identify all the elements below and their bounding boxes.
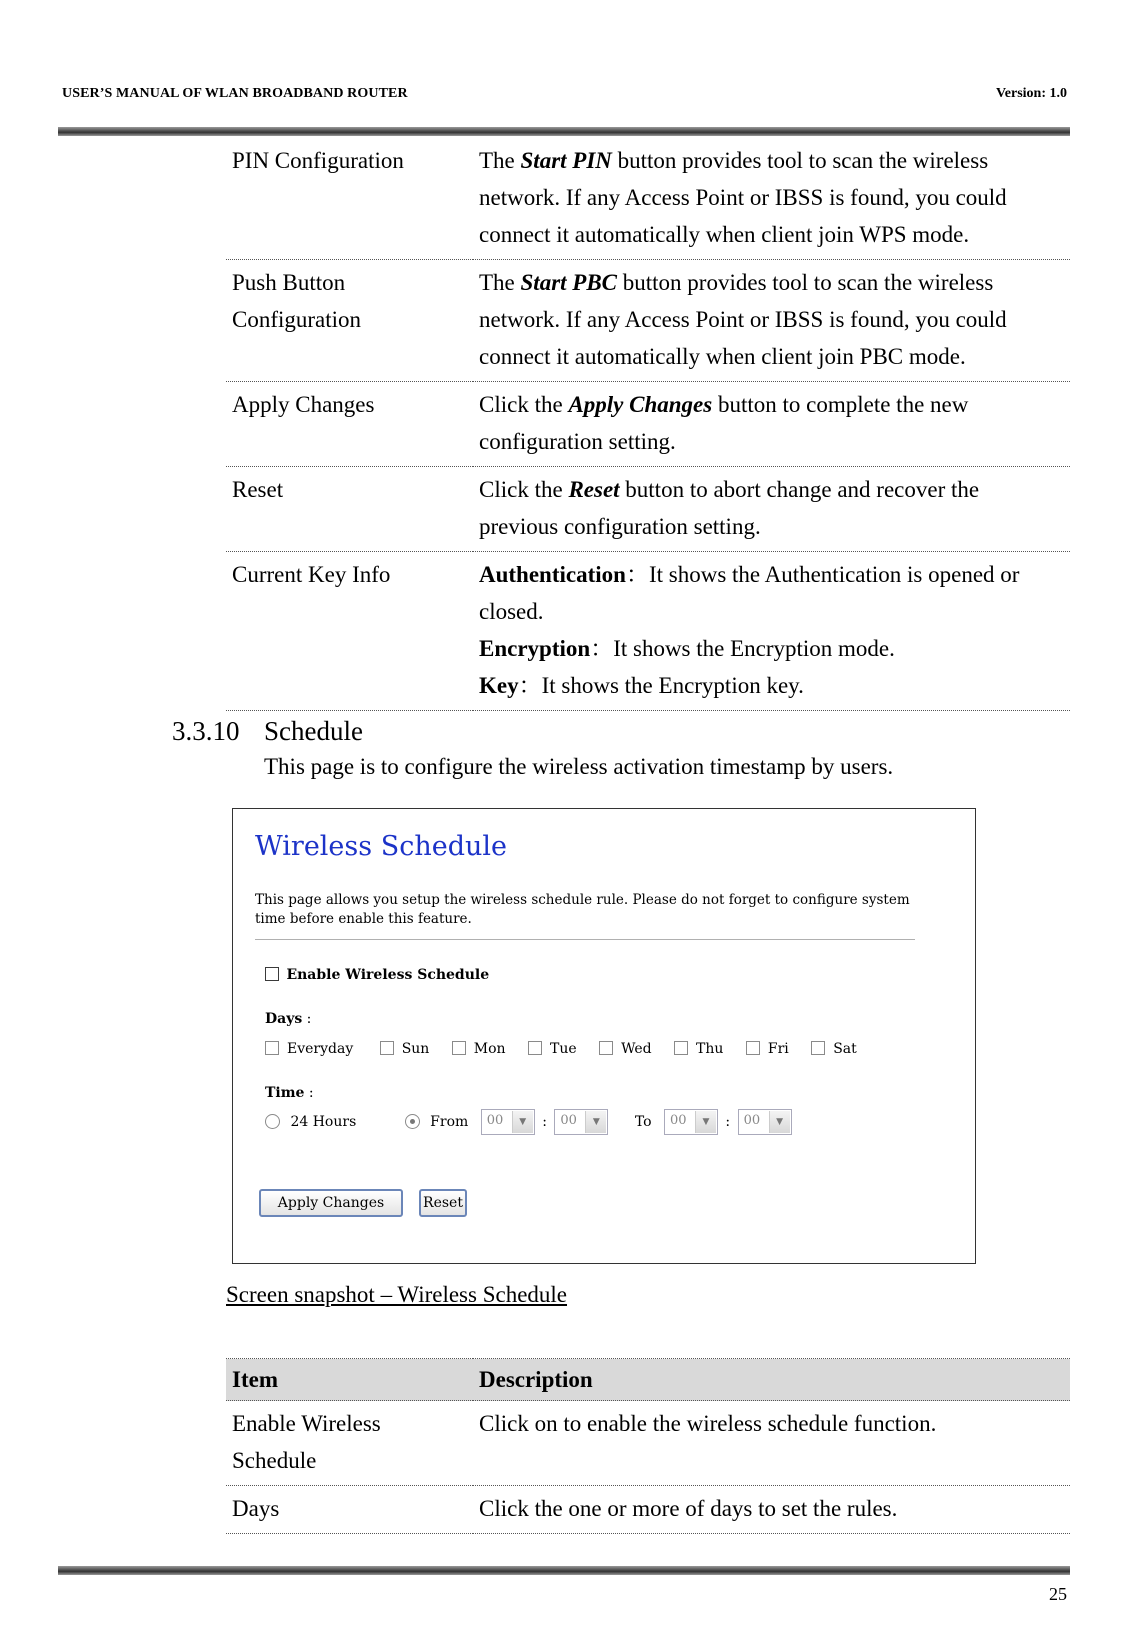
chevron-down-icon: ▼ bbox=[585, 1111, 606, 1133]
time-heading: Time : bbox=[265, 1085, 314, 1101]
day-mon[interactable]: Mon bbox=[452, 1041, 506, 1057]
section-intro: This page is to configure the wireless activation timestamp by users. bbox=[264, 754, 894, 779]
from-minute-select[interactable]: 00 ▼ bbox=[554, 1109, 608, 1135]
day-checkbox[interactable] bbox=[380, 1041, 394, 1055]
to-hour-select[interactable]: 00 ▼ bbox=[664, 1109, 718, 1135]
section-number: 3.3.10 bbox=[172, 716, 240, 746]
header-version: Version: 1.0 bbox=[995, 86, 1067, 101]
section-title: Schedule bbox=[264, 716, 363, 746]
from-hour-select[interactable]: 00 ▼ bbox=[481, 1109, 535, 1135]
table-desc-cell: Click the Apply Changes button to complete the new configuration setting. bbox=[473, 382, 1070, 467]
day-fri[interactable]: Fri bbox=[746, 1041, 789, 1057]
time-row: 24 Hours From 00 ▼ : 00 ▼ To 00 ▼ : 00 ▼ bbox=[265, 1109, 792, 1135]
apply-changes-button[interactable]: Apply Changes bbox=[259, 1189, 403, 1217]
header-item: Item bbox=[226, 1359, 473, 1401]
radio-from[interactable] bbox=[405, 1114, 420, 1129]
table-row bbox=[226, 1401, 1070, 1486]
day-checkbox[interactable] bbox=[265, 1041, 279, 1055]
day-checkbox[interactable] bbox=[674, 1041, 688, 1055]
day-checkbox[interactable] bbox=[811, 1041, 825, 1055]
section-heading bbox=[172, 716, 363, 747]
label-24-hours: 24 Hours bbox=[290, 1114, 357, 1130]
table-desc-cell: Click the Reset button to abort change and recover the previous configuration setting. bbox=[473, 467, 1070, 552]
days-row bbox=[265, 1041, 875, 1057]
day-sun[interactable]: Sun bbox=[380, 1041, 430, 1057]
table-item-cell: PIN Configuration bbox=[226, 138, 473, 260]
day-checkbox[interactable] bbox=[452, 1041, 466, 1055]
day-checkbox[interactable] bbox=[746, 1041, 760, 1055]
days-heading: Days : bbox=[265, 1011, 312, 1027]
screenshot-description: This page allows you setup the wireless schedule rule. Please do not forget to configure system time before enable this feature. bbox=[255, 892, 910, 927]
divider bbox=[255, 939, 915, 940]
table-desc-cell: Click on to enable the wireless schedule function. bbox=[473, 1401, 1070, 1486]
chevron-down-icon: ▼ bbox=[769, 1111, 790, 1133]
table-desc-cell: The Start PIN button provides tool to scan the wireless network. If any Access Point or IBSS is found, you could connect it automatically when client join WPS mode. bbox=[473, 138, 1070, 260]
table-row bbox=[226, 1486, 1070, 1534]
table-item-cell: Current Key Info bbox=[226, 552, 473, 711]
chevron-down-icon: ▼ bbox=[695, 1111, 716, 1133]
chevron-down-icon: ▼ bbox=[512, 1111, 533, 1133]
description-table-schedule bbox=[226, 1358, 1070, 1534]
header-description: Description bbox=[473, 1359, 1070, 1401]
label-to: To bbox=[634, 1114, 652, 1130]
footer-rule bbox=[58, 1566, 1070, 1575]
table-desc-cell: The Start PBC button provides tool to scan the wireless network. If any Access Point or IBSS is found, you could connect it automatically when client join PBC mode. bbox=[473, 260, 1070, 382]
table-item-cell: Reset bbox=[226, 467, 473, 552]
reset-button[interactable]: Reset bbox=[419, 1189, 467, 1217]
day-wed[interactable]: Wed bbox=[599, 1041, 652, 1057]
to-minute-select[interactable]: 00 ▼ bbox=[738, 1109, 792, 1135]
wireless-schedule-screenshot bbox=[232, 808, 976, 1264]
table-item-cell: Push Button Configuration bbox=[226, 260, 473, 382]
table-row bbox=[226, 467, 1070, 552]
day-everyday[interactable]: Everyday bbox=[265, 1041, 353, 1057]
table-item-cell: Apply Changes bbox=[226, 382, 473, 467]
header-rule bbox=[58, 127, 1070, 136]
table-header-row bbox=[226, 1359, 1070, 1401]
figure-caption: Screen snapshot – Wireless Schedule bbox=[226, 1282, 568, 1307]
enable-schedule-checkbox[interactable] bbox=[265, 967, 279, 981]
table-desc-cell: Click the one or more of days to set the rules. bbox=[473, 1486, 1070, 1534]
screenshot-title: Wireless Schedule bbox=[255, 831, 507, 862]
description-table-wps bbox=[226, 138, 1070, 711]
day-thu[interactable]: Thu bbox=[674, 1041, 723, 1057]
label-from: From bbox=[430, 1114, 469, 1130]
day-checkbox[interactable] bbox=[599, 1041, 613, 1055]
table-row bbox=[226, 382, 1070, 467]
enable-row bbox=[265, 967, 489, 983]
table-row bbox=[226, 552, 1070, 711]
header-title: USER’S MANUAL OF WLAN BROADBAND ROUTER bbox=[62, 86, 408, 101]
day-sat[interactable]: Sat bbox=[811, 1041, 857, 1057]
enable-schedule-label: Enable Wireless Schedule bbox=[286, 967, 490, 983]
radio-24-hours[interactable] bbox=[265, 1114, 280, 1129]
day-tue[interactable]: Tue bbox=[528, 1041, 577, 1057]
table-row bbox=[226, 260, 1070, 382]
page-number: 25 bbox=[1049, 1584, 1067, 1604]
table-desc-cell: Authentication：It shows the Authentication is opened or closed. Encryption：It shows the Encryption mode. Key：It shows the Encryption key. bbox=[473, 552, 1070, 711]
table-item-cell: Days bbox=[226, 1486, 473, 1534]
table-row bbox=[226, 138, 1070, 260]
table-item-cell: Enable Wireless Schedule bbox=[226, 1401, 473, 1486]
day-checkbox[interactable] bbox=[528, 1041, 542, 1055]
